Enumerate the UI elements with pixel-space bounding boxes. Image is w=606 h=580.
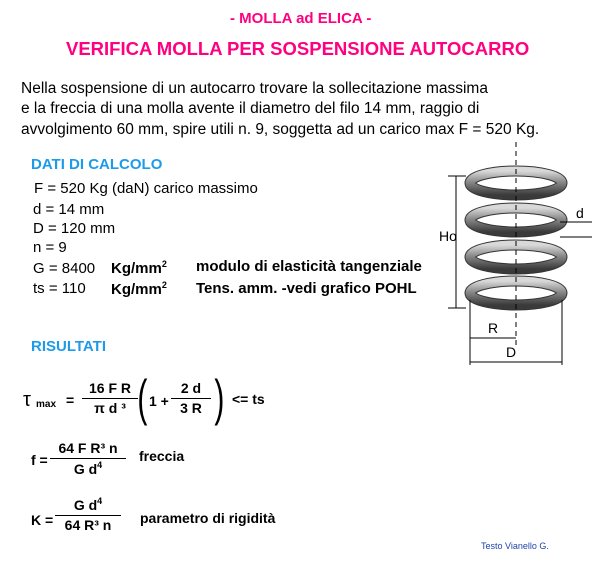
spring-figure <box>432 140 604 370</box>
data-ts-unit: $Kg/mm^2$ <box>111 280 167 298</box>
freccia-fraction <box>50 440 126 477</box>
intro-line-3: avvolgimento 60 mm, spire utili n. 9, soggetta ad un carico max F = 520 Kg. <box>21 121 540 138</box>
data-F: F = 520 Kg (daN) carico massimo <box>34 180 258 197</box>
label-d: d <box>576 205 584 221</box>
rigidita-lhs: K = <box>31 512 54 528</box>
left-paren: ( <box>137 370 148 426</box>
data-d: d = 14 mm <box>33 201 105 218</box>
label-R: R <box>488 320 499 336</box>
tau-one-plus: 1 + <box>149 393 169 409</box>
rigidita-fraction <box>55 496 121 533</box>
credit: Testo Vianello G. <box>481 541 549 551</box>
freccia-lhs: f = <box>31 452 48 468</box>
tau-inner-numerator: 2 d <box>171 380 211 399</box>
tau-inner-fraction <box>171 380 211 416</box>
right-paren: ) <box>214 370 225 426</box>
label-D: D <box>506 344 517 360</box>
rigidita-label: parametro di rigidità <box>140 510 276 526</box>
label-Ho: Ho <box>439 228 457 244</box>
subtitle: - MOLLA ad ELICA - <box>230 10 372 27</box>
freccia-numerator: 64 F R³ n <box>50 440 126 459</box>
data-G-value: G = 8400 <box>33 260 96 277</box>
intro-line-1: Nella sospensione di un autocarro trovare la sollecitazione massima <box>21 80 488 97</box>
data-n: n = 9 <box>33 239 67 256</box>
data-heading: DATI DI CALCOLO <box>31 156 163 173</box>
data-D: D = 120 mm <box>33 220 116 237</box>
data-ts-desc: Tens. amm. -vedi grafico POHL <box>196 280 417 297</box>
tau-fraction <box>82 380 138 416</box>
data-G-unit: $Kg/mm^2$ <box>111 259 167 277</box>
tau-denominator: π d ³ <box>94 400 126 416</box>
tau-symbol: τ <box>23 389 31 411</box>
page-title: VERIFICA MOLLA PER SOSPENSIONE AUTOCARRO <box>66 38 530 59</box>
tau-numerator: 16 F R <box>82 380 138 399</box>
freccia-label: freccia <box>139 448 185 464</box>
tau-tail: <= ts <box>232 391 265 407</box>
rigidita-numerator: G $d^4$ <box>55 496 121 516</box>
freccia-denominator: G $d^4$ <box>73 460 103 477</box>
intro-line-2: e la freccia di una molla avente il diametro del filo 14 mm, raggio di <box>21 100 480 117</box>
tau-equals: = <box>66 392 75 408</box>
tau-subscript: max <box>36 399 57 410</box>
results-heading: RISULTATI <box>31 338 106 355</box>
data-G-desc: modulo di elasticità tangenziale <box>196 258 422 275</box>
rigidita-denominator: 64 R³ n <box>64 517 112 533</box>
data-ts-value: ts = 110 <box>33 280 86 297</box>
tau-inner-denominator: 3 R <box>180 400 202 416</box>
